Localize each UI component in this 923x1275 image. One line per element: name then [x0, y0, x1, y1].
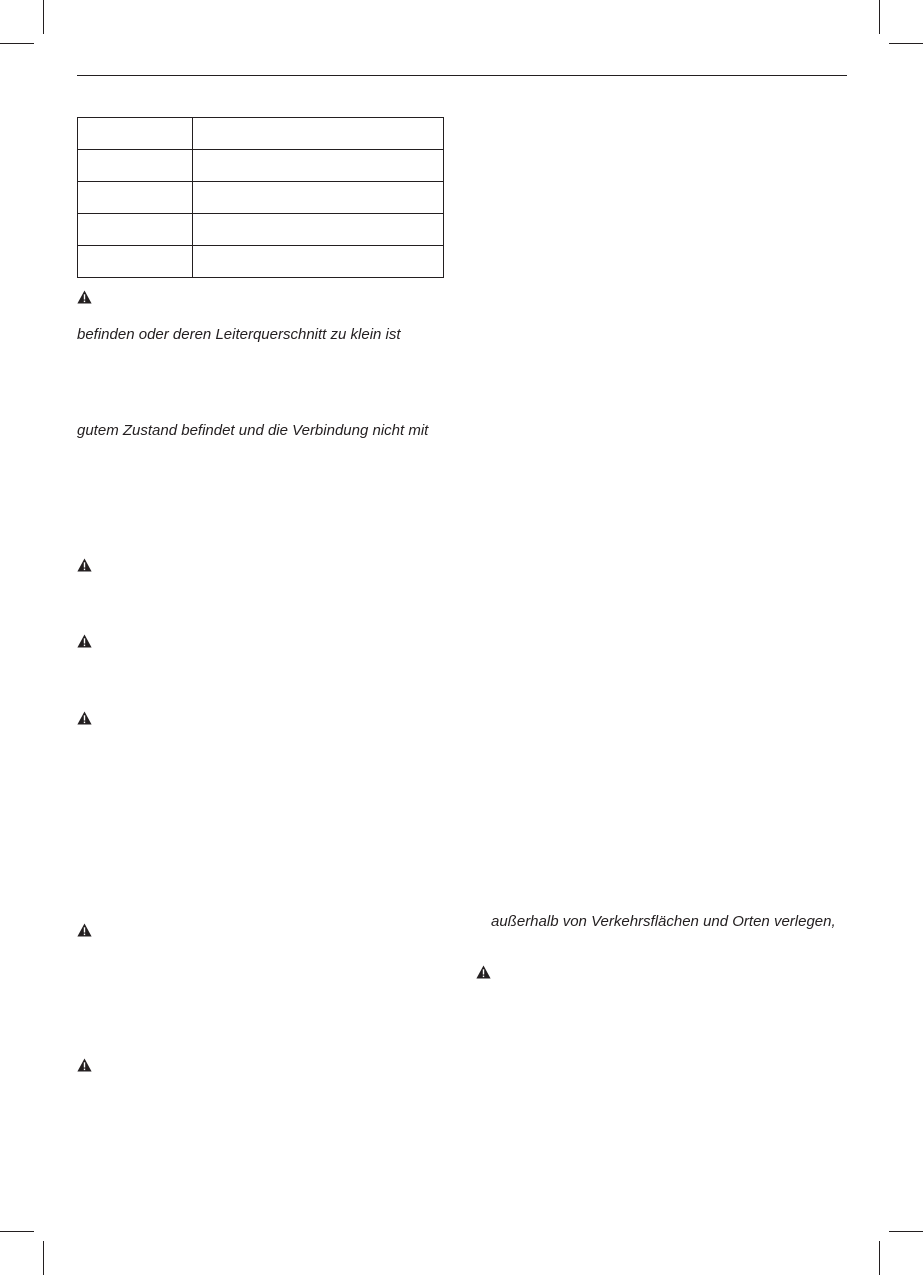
- warning-triangle-icon: [77, 923, 92, 937]
- table-row: [78, 214, 444, 246]
- warning-triangle-icon: [77, 558, 92, 572]
- warning-triangle-icon: [77, 1058, 92, 1072]
- table-cell: [193, 214, 444, 246]
- table-cell: [78, 214, 193, 246]
- warning-triangle-icon: [476, 965, 491, 979]
- table-row: [78, 118, 444, 150]
- crop-mark-bottom-right-vertical: [879, 1241, 880, 1275]
- crop-mark-bottom-left-horizontal: [0, 1231, 34, 1232]
- crop-mark-top-left-horizontal: [0, 43, 34, 44]
- text-line: befinden oder deren Leiterquerschnitt zu klein ist: [77, 326, 401, 343]
- table-row: [78, 150, 444, 182]
- warning-triangle-icon: [77, 634, 92, 648]
- text-line: außerhalb von Verkehrsflächen und Orten verlegen,: [491, 913, 836, 930]
- text-line: gutem Zustand befindet und die Verbindung nicht mit: [77, 422, 429, 439]
- table-cell: [193, 246, 444, 278]
- table-cell: [193, 118, 444, 150]
- table-cell: [78, 118, 193, 150]
- table-row: [78, 182, 444, 214]
- table-cell: [78, 150, 193, 182]
- crop-mark-bottom-left-vertical: [43, 1241, 44, 1275]
- crop-mark-top-right-horizontal: [889, 43, 923, 44]
- table-cell: [193, 150, 444, 182]
- crop-mark-bottom-right-horizontal: [889, 1231, 923, 1232]
- crop-mark-top-right-vertical: [879, 0, 880, 34]
- warning-triangle-icon: [77, 711, 92, 725]
- table-cell: [78, 246, 193, 278]
- spec-table: [77, 117, 444, 278]
- crop-mark-top-left-vertical: [43, 0, 44, 34]
- table-row: [78, 246, 444, 278]
- header-rule: [77, 75, 847, 76]
- table-cell: [193, 182, 444, 214]
- warning-triangle-icon: [77, 290, 92, 304]
- table-cell: [78, 182, 193, 214]
